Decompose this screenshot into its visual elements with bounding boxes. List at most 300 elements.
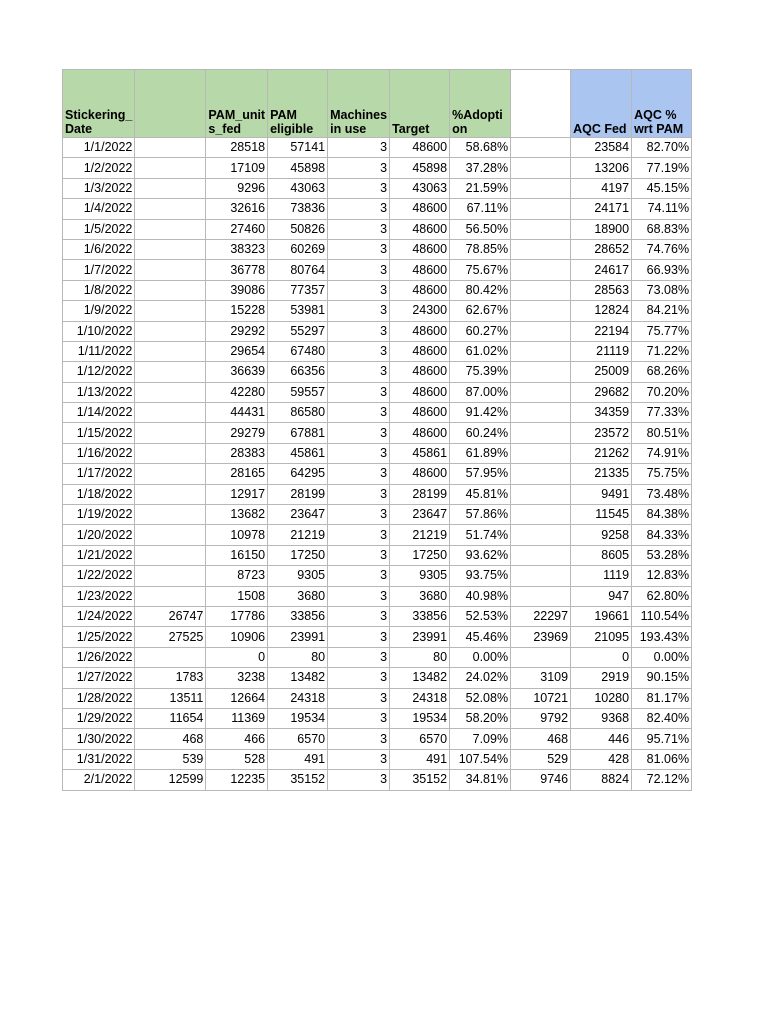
table-cell[interactable]: 0.00% bbox=[632, 647, 692, 667]
table-cell[interactable]: 35152 bbox=[390, 770, 450, 790]
table-cell[interactable]: 72.12% bbox=[632, 770, 692, 790]
table-cell[interactable]: 9305 bbox=[268, 566, 328, 586]
table-cell[interactable]: 95.71% bbox=[632, 729, 692, 749]
header-target[interactable]: Target bbox=[390, 70, 450, 138]
table-cell[interactable]: 45898 bbox=[268, 158, 328, 178]
table-cell[interactable]: 1/6/2022 bbox=[63, 239, 135, 259]
table-cell[interactable]: 28563 bbox=[571, 280, 632, 300]
table-cell[interactable]: 3680 bbox=[390, 586, 450, 606]
header-blank-1[interactable] bbox=[135, 70, 206, 138]
table-cell[interactable]: 4197 bbox=[571, 178, 632, 198]
table-cell[interactable]: 8723 bbox=[206, 566, 268, 586]
table-cell[interactable]: 10906 bbox=[206, 627, 268, 647]
table-cell[interactable]: 12917 bbox=[206, 484, 268, 504]
table-cell[interactable]: 61.02% bbox=[450, 341, 511, 361]
table-cell[interactable]: 29654 bbox=[206, 341, 268, 361]
table-cell[interactable]: 10280 bbox=[571, 688, 632, 708]
table-cell[interactable]: 491 bbox=[390, 749, 450, 769]
table-cell[interactable]: 57141 bbox=[268, 138, 328, 158]
table-cell[interactable]: 9792 bbox=[511, 708, 571, 728]
header-machines-in-use[interactable]: Machines in use bbox=[328, 70, 390, 138]
table-cell[interactable]: 45861 bbox=[390, 443, 450, 463]
table-cell[interactable]: 1/1/2022 bbox=[63, 138, 135, 158]
table-cell[interactable]: 3 bbox=[328, 443, 390, 463]
table-cell[interactable]: 34359 bbox=[571, 403, 632, 423]
table-cell[interactable]: 80764 bbox=[268, 260, 328, 280]
table-cell[interactable]: 3 bbox=[328, 423, 390, 443]
table-cell[interactable]: 74.91% bbox=[632, 443, 692, 463]
table-cell[interactable] bbox=[511, 382, 571, 402]
table-cell[interactable]: 75.75% bbox=[632, 464, 692, 484]
table-cell[interactable]: 62.67% bbox=[450, 301, 511, 321]
table-cell[interactable]: 1/17/2022 bbox=[63, 464, 135, 484]
table-cell[interactable] bbox=[135, 647, 206, 667]
table-cell[interactable] bbox=[511, 403, 571, 423]
table-cell[interactable]: 193.43% bbox=[632, 627, 692, 647]
table-cell[interactable]: 3 bbox=[328, 219, 390, 239]
table-cell[interactable]: 3 bbox=[328, 688, 390, 708]
table-cell[interactable] bbox=[135, 138, 206, 158]
header-pam-eligible[interactable]: PAM eligible bbox=[268, 70, 328, 138]
table-cell[interactable]: 110.54% bbox=[632, 606, 692, 626]
table-cell[interactable]: 3109 bbox=[511, 668, 571, 688]
table-cell[interactable]: 78.85% bbox=[450, 239, 511, 259]
table-cell[interactable]: 3 bbox=[328, 484, 390, 504]
table-cell[interactable]: 9491 bbox=[571, 484, 632, 504]
table-cell[interactable]: 1/28/2022 bbox=[63, 688, 135, 708]
table-cell[interactable]: 27460 bbox=[206, 219, 268, 239]
table-cell[interactable] bbox=[135, 239, 206, 259]
table-cell[interactable]: 23572 bbox=[571, 423, 632, 443]
table-cell[interactable]: 45.46% bbox=[450, 627, 511, 647]
table-cell[interactable]: 84.21% bbox=[632, 301, 692, 321]
table-cell[interactable]: 17250 bbox=[268, 545, 328, 565]
table-cell[interactable] bbox=[135, 382, 206, 402]
table-cell[interactable]: 1/12/2022 bbox=[63, 362, 135, 382]
table-cell[interactable]: 60269 bbox=[268, 239, 328, 259]
table-cell[interactable]: 45.81% bbox=[450, 484, 511, 504]
table-cell[interactable]: 58.20% bbox=[450, 708, 511, 728]
table-cell[interactable] bbox=[135, 301, 206, 321]
table-cell[interactable] bbox=[511, 647, 571, 667]
table-cell[interactable]: 19661 bbox=[571, 606, 632, 626]
table-cell[interactable]: 55297 bbox=[268, 321, 328, 341]
header-adoption[interactable]: %Adopti on bbox=[450, 70, 511, 138]
table-cell[interactable]: 3 bbox=[328, 770, 390, 790]
table-cell[interactable] bbox=[135, 545, 206, 565]
table-cell[interactable]: 48600 bbox=[390, 239, 450, 259]
table-cell[interactable]: 57.86% bbox=[450, 505, 511, 525]
header-aqc-pct-wrt-pam[interactable]: AQC % wrt PAM bbox=[632, 70, 692, 138]
table-cell[interactable] bbox=[135, 260, 206, 280]
table-cell[interactable]: 28383 bbox=[206, 443, 268, 463]
table-cell[interactable] bbox=[511, 280, 571, 300]
table-cell[interactable]: 23991 bbox=[390, 627, 450, 647]
table-cell[interactable] bbox=[135, 158, 206, 178]
table-cell[interactable] bbox=[511, 158, 571, 178]
table-cell[interactable]: 32616 bbox=[206, 199, 268, 219]
table-cell[interactable]: 73.48% bbox=[632, 484, 692, 504]
table-cell[interactable] bbox=[135, 178, 206, 198]
table-cell[interactable]: 48600 bbox=[390, 260, 450, 280]
header-blank-2[interactable] bbox=[511, 70, 571, 138]
table-cell[interactable]: 1/8/2022 bbox=[63, 280, 135, 300]
table-cell[interactable]: 33856 bbox=[390, 606, 450, 626]
table-cell[interactable]: 48600 bbox=[390, 382, 450, 402]
table-cell[interactable]: 8824 bbox=[571, 770, 632, 790]
table-cell[interactable]: 25009 bbox=[571, 362, 632, 382]
table-cell[interactable]: 36639 bbox=[206, 362, 268, 382]
table-cell[interactable]: 44431 bbox=[206, 403, 268, 423]
table-cell[interactable]: 74.76% bbox=[632, 239, 692, 259]
table-cell[interactable]: 19534 bbox=[390, 708, 450, 728]
table-cell[interactable]: 28165 bbox=[206, 464, 268, 484]
table-cell[interactable]: 3 bbox=[328, 606, 390, 626]
table-cell[interactable]: 80 bbox=[390, 647, 450, 667]
table-cell[interactable] bbox=[135, 362, 206, 382]
table-cell[interactable]: 43063 bbox=[268, 178, 328, 198]
table-cell[interactable]: 74.11% bbox=[632, 199, 692, 219]
table-cell[interactable]: 3 bbox=[328, 627, 390, 647]
table-cell[interactable] bbox=[511, 362, 571, 382]
table-cell[interactable]: 3 bbox=[328, 280, 390, 300]
table-cell[interactable]: 67480 bbox=[268, 341, 328, 361]
table-cell[interactable]: 45861 bbox=[268, 443, 328, 463]
table-cell[interactable]: 1/19/2022 bbox=[63, 505, 135, 525]
table-cell[interactable]: 1/15/2022 bbox=[63, 423, 135, 443]
header-stickering-date[interactable]: Stickering_ Date bbox=[63, 70, 135, 138]
table-cell[interactable]: 1/23/2022 bbox=[63, 586, 135, 606]
table-cell[interactable]: 67.11% bbox=[450, 199, 511, 219]
table-cell[interactable]: 23991 bbox=[268, 627, 328, 647]
table-cell[interactable]: 21219 bbox=[390, 525, 450, 545]
table-cell[interactable]: 35152 bbox=[268, 770, 328, 790]
table-cell[interactable]: 53.28% bbox=[632, 545, 692, 565]
table-cell[interactable]: 3 bbox=[328, 647, 390, 667]
table-cell[interactable]: 66.93% bbox=[632, 260, 692, 280]
table-cell[interactable]: 21219 bbox=[268, 525, 328, 545]
table-cell[interactable]: 48600 bbox=[390, 280, 450, 300]
table-cell[interactable]: 3 bbox=[328, 545, 390, 565]
table-cell[interactable] bbox=[511, 505, 571, 525]
table-cell[interactable]: 61.89% bbox=[450, 443, 511, 463]
table-cell[interactable] bbox=[511, 566, 571, 586]
table-cell[interactable] bbox=[511, 178, 571, 198]
table-cell[interactable]: 3 bbox=[328, 668, 390, 688]
table-cell[interactable]: 1783 bbox=[135, 668, 206, 688]
table-cell[interactable]: 3 bbox=[328, 708, 390, 728]
table-cell[interactable] bbox=[135, 566, 206, 586]
table-cell[interactable] bbox=[511, 341, 571, 361]
table-cell[interactable] bbox=[511, 219, 571, 239]
table-cell[interactable]: 3 bbox=[328, 382, 390, 402]
table-cell[interactable] bbox=[135, 423, 206, 443]
table-cell[interactable]: 75.77% bbox=[632, 321, 692, 341]
table-cell[interactable]: 28199 bbox=[268, 484, 328, 504]
table-cell[interactable]: 84.38% bbox=[632, 505, 692, 525]
table-cell[interactable]: 36778 bbox=[206, 260, 268, 280]
table-cell[interactable]: 13511 bbox=[135, 688, 206, 708]
table-cell[interactable]: 19534 bbox=[268, 708, 328, 728]
table-cell[interactable]: 468 bbox=[135, 729, 206, 749]
table-cell[interactable] bbox=[135, 219, 206, 239]
table-cell[interactable]: 37.28% bbox=[450, 158, 511, 178]
table-cell[interactable]: 12824 bbox=[571, 301, 632, 321]
table-cell[interactable]: 12664 bbox=[206, 688, 268, 708]
table-cell[interactable]: 12235 bbox=[206, 770, 268, 790]
table-cell[interactable]: 81.17% bbox=[632, 688, 692, 708]
table-cell[interactable]: 52.53% bbox=[450, 606, 511, 626]
table-cell[interactable] bbox=[135, 280, 206, 300]
table-cell[interactable]: 466 bbox=[206, 729, 268, 749]
table-cell[interactable]: 48600 bbox=[390, 199, 450, 219]
table-cell[interactable]: 1508 bbox=[206, 586, 268, 606]
table-cell[interactable]: 947 bbox=[571, 586, 632, 606]
table-cell[interactable]: 68.26% bbox=[632, 362, 692, 382]
table-cell[interactable]: 1/7/2022 bbox=[63, 260, 135, 280]
table-cell[interactable]: 48600 bbox=[390, 138, 450, 158]
table-cell[interactable]: 1/18/2022 bbox=[63, 484, 135, 504]
table-cell[interactable]: 48600 bbox=[390, 362, 450, 382]
table-cell[interactable]: 28652 bbox=[571, 239, 632, 259]
table-cell[interactable]: 3 bbox=[328, 505, 390, 525]
table-cell[interactable]: 446 bbox=[571, 729, 632, 749]
table-cell[interactable]: 3 bbox=[328, 403, 390, 423]
table-cell[interactable]: 62.80% bbox=[632, 586, 692, 606]
table-cell[interactable]: 3 bbox=[328, 199, 390, 219]
table-cell[interactable]: 10978 bbox=[206, 525, 268, 545]
table-cell[interactable]: 17109 bbox=[206, 158, 268, 178]
table-cell[interactable]: 3 bbox=[328, 260, 390, 280]
table-cell[interactable] bbox=[135, 443, 206, 463]
table-cell[interactable] bbox=[135, 321, 206, 341]
table-cell[interactable]: 80.42% bbox=[450, 280, 511, 300]
table-cell[interactable] bbox=[135, 525, 206, 545]
table-cell[interactable] bbox=[511, 301, 571, 321]
table-cell[interactable]: 16150 bbox=[206, 545, 268, 565]
table-cell[interactable]: 1/25/2022 bbox=[63, 627, 135, 647]
table-cell[interactable]: 9296 bbox=[206, 178, 268, 198]
table-cell[interactable]: 3680 bbox=[268, 586, 328, 606]
table-cell[interactable]: 3 bbox=[328, 321, 390, 341]
table-cell[interactable]: 24318 bbox=[390, 688, 450, 708]
table-cell[interactable]: 23647 bbox=[390, 505, 450, 525]
table-cell[interactable]: 84.33% bbox=[632, 525, 692, 545]
table-cell[interactable]: 23584 bbox=[571, 138, 632, 158]
table-cell[interactable]: 80 bbox=[268, 647, 328, 667]
table-cell[interactable]: 1/16/2022 bbox=[63, 443, 135, 463]
table-cell[interactable]: 48600 bbox=[390, 321, 450, 341]
table-cell[interactable]: 1/9/2022 bbox=[63, 301, 135, 321]
table-cell[interactable]: 43063 bbox=[390, 178, 450, 198]
table-cell[interactable] bbox=[135, 464, 206, 484]
table-cell[interactable]: 1/22/2022 bbox=[63, 566, 135, 586]
table-cell[interactable]: 60.24% bbox=[450, 423, 511, 443]
table-cell[interactable]: 0 bbox=[206, 647, 268, 667]
table-cell[interactable]: 15228 bbox=[206, 301, 268, 321]
table-cell[interactable]: 71.22% bbox=[632, 341, 692, 361]
table-cell[interactable]: 51.74% bbox=[450, 525, 511, 545]
table-cell[interactable]: 1/29/2022 bbox=[63, 708, 135, 728]
table-cell[interactable]: 33856 bbox=[268, 606, 328, 626]
table-cell[interactable]: 24171 bbox=[571, 199, 632, 219]
table-cell[interactable]: 38323 bbox=[206, 239, 268, 259]
table-cell[interactable]: 3 bbox=[328, 749, 390, 769]
table-cell[interactable]: 39086 bbox=[206, 280, 268, 300]
table-cell[interactable]: 6570 bbox=[390, 729, 450, 749]
table-cell[interactable]: 68.83% bbox=[632, 219, 692, 239]
table-cell[interactable]: 13482 bbox=[268, 668, 328, 688]
table-cell[interactable]: 3 bbox=[328, 362, 390, 382]
table-cell[interactable]: 53981 bbox=[268, 301, 328, 321]
table-cell[interactable]: 9258 bbox=[571, 525, 632, 545]
table-cell[interactable]: 48600 bbox=[390, 219, 450, 239]
table-cell[interactable]: 3 bbox=[328, 178, 390, 198]
table-cell[interactable]: 1/14/2022 bbox=[63, 403, 135, 423]
table-cell[interactable] bbox=[511, 484, 571, 504]
table-cell[interactable]: 528 bbox=[206, 749, 268, 769]
table-cell[interactable]: 70.20% bbox=[632, 382, 692, 402]
table-cell[interactable]: 10721 bbox=[511, 688, 571, 708]
table-cell[interactable]: 3 bbox=[328, 586, 390, 606]
table-cell[interactable]: 90.15% bbox=[632, 668, 692, 688]
table-cell[interactable]: 9746 bbox=[511, 770, 571, 790]
table-cell[interactable]: 428 bbox=[571, 749, 632, 769]
table-cell[interactable]: 86580 bbox=[268, 403, 328, 423]
table-cell[interactable] bbox=[511, 138, 571, 158]
table-cell[interactable]: 3 bbox=[328, 464, 390, 484]
table-cell[interactable]: 42280 bbox=[206, 382, 268, 402]
table-cell[interactable]: 3 bbox=[328, 341, 390, 361]
table-cell[interactable]: 50826 bbox=[268, 219, 328, 239]
table-cell[interactable]: 91.42% bbox=[450, 403, 511, 423]
table-cell[interactable]: 3 bbox=[328, 729, 390, 749]
table-cell[interactable]: 21119 bbox=[571, 341, 632, 361]
table-cell[interactable]: 27525 bbox=[135, 627, 206, 647]
header-pam-units-fed[interactable]: PAM_unit s_fed bbox=[206, 70, 268, 138]
table-cell[interactable]: 23969 bbox=[511, 627, 571, 647]
table-cell[interactable] bbox=[135, 199, 206, 219]
table-cell[interactable] bbox=[511, 443, 571, 463]
table-cell[interactable]: 28518 bbox=[206, 138, 268, 158]
table-cell[interactable]: 3 bbox=[328, 158, 390, 178]
table-cell[interactable] bbox=[135, 484, 206, 504]
table-cell[interactable]: 11545 bbox=[571, 505, 632, 525]
table-cell[interactable]: 81.06% bbox=[632, 749, 692, 769]
table-cell[interactable]: 21.59% bbox=[450, 178, 511, 198]
table-cell[interactable]: 24318 bbox=[268, 688, 328, 708]
table-cell[interactable]: 1119 bbox=[571, 566, 632, 586]
table-cell[interactable]: 3 bbox=[328, 525, 390, 545]
table-cell[interactable]: 2919 bbox=[571, 668, 632, 688]
table-cell[interactable]: 28199 bbox=[390, 484, 450, 504]
table-cell[interactable]: 48600 bbox=[390, 464, 450, 484]
table-cell[interactable]: 73836 bbox=[268, 199, 328, 219]
table-cell[interactable]: 67881 bbox=[268, 423, 328, 443]
table-cell[interactable] bbox=[511, 321, 571, 341]
table-cell[interactable]: 48600 bbox=[390, 423, 450, 443]
table-cell[interactable]: 22297 bbox=[511, 606, 571, 626]
table-cell[interactable]: 75.39% bbox=[450, 362, 511, 382]
table-cell[interactable]: 13482 bbox=[390, 668, 450, 688]
table-cell[interactable]: 2/1/2022 bbox=[63, 770, 135, 790]
table-cell[interactable] bbox=[511, 525, 571, 545]
table-cell[interactable]: 1/2/2022 bbox=[63, 158, 135, 178]
table-cell[interactable]: 0.00% bbox=[450, 647, 511, 667]
table-cell[interactable]: 77.19% bbox=[632, 158, 692, 178]
table-cell[interactable]: 1/11/2022 bbox=[63, 341, 135, 361]
table-cell[interactable]: 1/5/2022 bbox=[63, 219, 135, 239]
table-cell[interactable]: 8605 bbox=[571, 545, 632, 565]
table-cell[interactable] bbox=[511, 423, 571, 443]
table-cell[interactable]: 11369 bbox=[206, 708, 268, 728]
table-cell[interactable]: 468 bbox=[511, 729, 571, 749]
table-cell[interactable]: 1/27/2022 bbox=[63, 668, 135, 688]
table-cell[interactable]: 7.09% bbox=[450, 729, 511, 749]
table-cell[interactable]: 29292 bbox=[206, 321, 268, 341]
table-cell[interactable]: 58.68% bbox=[450, 138, 511, 158]
table-cell[interactable]: 45898 bbox=[390, 158, 450, 178]
table-cell[interactable] bbox=[511, 545, 571, 565]
table-cell[interactable]: 26747 bbox=[135, 606, 206, 626]
table-cell[interactable] bbox=[135, 341, 206, 361]
table-cell[interactable]: 1/3/2022 bbox=[63, 178, 135, 198]
table-cell[interactable]: 48600 bbox=[390, 341, 450, 361]
table-cell[interactable]: 73.08% bbox=[632, 280, 692, 300]
table-cell[interactable]: 21095 bbox=[571, 627, 632, 647]
table-cell[interactable]: 12.83% bbox=[632, 566, 692, 586]
table-cell[interactable]: 93.62% bbox=[450, 545, 511, 565]
table-cell[interactable]: 18900 bbox=[571, 219, 632, 239]
table-cell[interactable] bbox=[511, 199, 571, 219]
table-cell[interactable]: 29682 bbox=[571, 382, 632, 402]
table-cell[interactable]: 75.67% bbox=[450, 260, 511, 280]
table-cell[interactable] bbox=[511, 586, 571, 606]
table-cell[interactable]: 45.15% bbox=[632, 178, 692, 198]
table-cell[interactable]: 59557 bbox=[268, 382, 328, 402]
table-cell[interactable]: 82.70% bbox=[632, 138, 692, 158]
table-cell[interactable]: 21335 bbox=[571, 464, 632, 484]
table-cell[interactable]: 13206 bbox=[571, 158, 632, 178]
table-cell[interactable]: 107.54% bbox=[450, 749, 511, 769]
table-cell[interactable]: 48600 bbox=[390, 403, 450, 423]
table-cell[interactable]: 6570 bbox=[268, 729, 328, 749]
table-cell[interactable]: 60.27% bbox=[450, 321, 511, 341]
table-cell[interactable]: 24300 bbox=[390, 301, 450, 321]
table-cell[interactable]: 1/13/2022 bbox=[63, 382, 135, 402]
table-cell[interactable]: 9305 bbox=[390, 566, 450, 586]
table-cell[interactable]: 9368 bbox=[571, 708, 632, 728]
table-cell[interactable]: 1/24/2022 bbox=[63, 606, 135, 626]
table-cell[interactable]: 0 bbox=[571, 647, 632, 667]
header-aqc-fed[interactable]: AQC Fed bbox=[571, 70, 632, 138]
table-cell[interactable]: 40.98% bbox=[450, 586, 511, 606]
table-cell[interactable] bbox=[511, 260, 571, 280]
table-cell[interactable]: 17786 bbox=[206, 606, 268, 626]
table-cell[interactable] bbox=[135, 586, 206, 606]
table-cell[interactable]: 22194 bbox=[571, 321, 632, 341]
table-cell[interactable]: 3238 bbox=[206, 668, 268, 688]
table-cell[interactable]: 12599 bbox=[135, 770, 206, 790]
table-cell[interactable]: 3 bbox=[328, 301, 390, 321]
table-cell[interactable] bbox=[135, 403, 206, 423]
table-cell[interactable]: 539 bbox=[135, 749, 206, 769]
table-cell[interactable]: 17250 bbox=[390, 545, 450, 565]
table-cell[interactable]: 24.02% bbox=[450, 668, 511, 688]
table-cell[interactable]: 529 bbox=[511, 749, 571, 769]
table-cell[interactable]: 34.81% bbox=[450, 770, 511, 790]
table-cell[interactable]: 29279 bbox=[206, 423, 268, 443]
